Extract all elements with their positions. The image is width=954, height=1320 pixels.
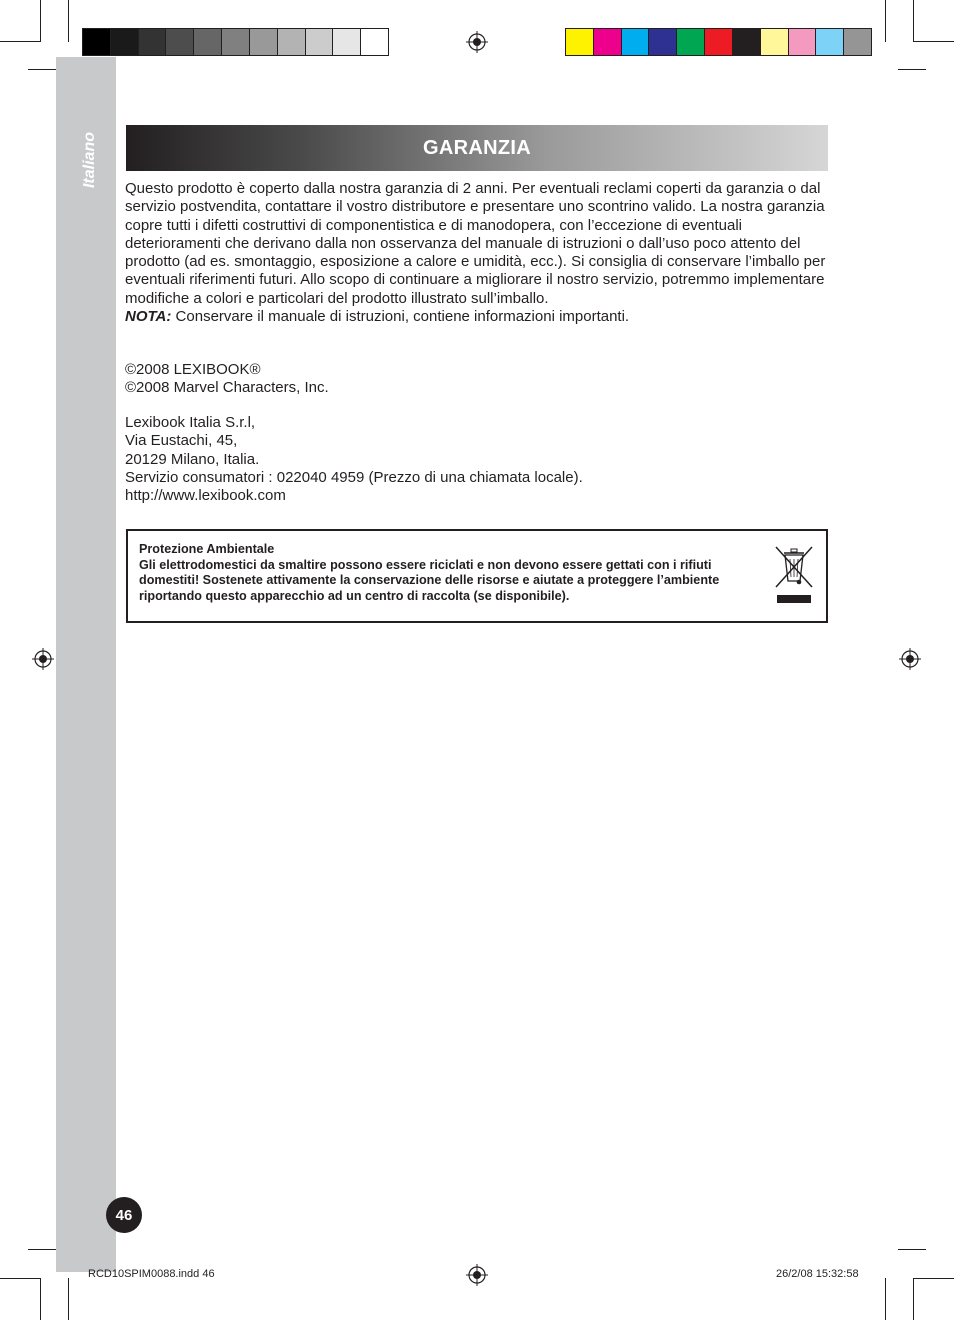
crop-mark <box>28 69 56 70</box>
nota-label: NOTA: <box>125 308 172 326</box>
gray-swatch <box>333 29 361 55</box>
crop-mark <box>914 1278 954 1279</box>
color-swatch <box>622 29 650 55</box>
color-swatch <box>733 29 761 55</box>
address-street: Via Eustachi, 45, <box>125 432 238 450</box>
registration-mark-icon <box>466 31 488 53</box>
address-company: Lexibook Italia S.r.l, <box>125 414 256 431</box>
customer-service-line: Servizio consumatori : 022040 4959 (Prezzo di una chiamata locale). <box>125 468 583 486</box>
nota-line <box>125 308 831 326</box>
crossed-out-wheelie-bin-icon <box>773 545 815 607</box>
gray-swatch <box>278 29 306 55</box>
section-header <box>126 125 828 171</box>
color-calibration-bar <box>565 28 872 56</box>
registration-mark-icon <box>32 648 54 670</box>
print-slug-filename: RCD10SPIM0088.indd 46 <box>88 1268 215 1280</box>
nota-text: Conservare il manuale di istruzioni, contiene informazioni importanti. <box>171 308 630 326</box>
crop-mark <box>914 41 954 42</box>
gray-swatch <box>306 29 334 55</box>
print-slug-datetime: 26/2/08 15:32:58 <box>776 1268 859 1280</box>
crop-mark <box>0 1278 40 1279</box>
language-side-strip <box>56 57 116 1272</box>
warranty-text <box>125 180 831 326</box>
gray-swatch <box>194 29 222 55</box>
color-swatch <box>566 29 594 55</box>
gray-swatch <box>139 29 167 55</box>
registration-mark-icon <box>466 1264 488 1286</box>
registration-mark-icon <box>899 648 921 670</box>
crop-mark <box>885 0 886 42</box>
gray-swatch <box>250 29 278 55</box>
crop-mark <box>68 0 69 42</box>
color-swatch <box>816 29 844 55</box>
crop-mark <box>28 1249 56 1250</box>
color-swatch <box>705 29 733 55</box>
crop-mark <box>913 0 914 42</box>
crop-mark <box>913 1278 914 1320</box>
crop-mark <box>898 69 926 70</box>
address-city: 20129 Milano, Italia. <box>125 450 260 468</box>
crop-mark <box>40 0 41 42</box>
warranty-paragraph: Questo prodotto è coperto dalla nostra garanzia di 2 anni. Per eventuali reclami coperti da garanzia o dal servizio postvendita, contattare il vostro distributore e presentare uno scontrino valido. La nostra garanzia copre tutti i difetti costruttivi di componentistica e di manodopera, con l’eccezione di eventuali deterioramenti che derivano dalla non osservanza del manuale di istruzioni o dall’uso poco attento del prodotto (ad es. smontaggio, esposizione a calore e umidità, ecc.). Si consiglia di conservare l’imballo per eventuali riferimenti futuri. Allo scopo di continuare a migliorare il nostro servizio, potremmo implementare modifiche a colori e particolari del prodotto illustrato sull’imballo. <box>125 180 826 307</box>
gray-swatch <box>111 29 139 55</box>
section-title: GARANZIA <box>423 136 531 159</box>
copyright-line: ©2008 Marvel Characters, Inc. <box>125 379 329 397</box>
color-swatch <box>844 29 871 55</box>
color-swatch <box>594 29 622 55</box>
environment-notice-box <box>126 529 828 623</box>
language-label: Italiano <box>81 131 98 189</box>
copyright-block <box>125 361 329 398</box>
gray-swatch <box>361 29 388 55</box>
gray-swatch <box>83 29 111 55</box>
page-number-badge <box>106 1197 142 1233</box>
website-link[interactable]: http://www.lexibook.com <box>125 487 286 505</box>
environment-notice-body: Gli elettrodomestici da smaltire possono essere riciclati e non devono essere gettati con i rifiuti domestiti! Sostenete attivamente la conservazione delle risorse e aiutate a proteggere l’ambiente riportando questo apparecchio ad un centro di raccolta (se disponibile). <box>139 557 720 603</box>
gray-swatch <box>222 29 250 55</box>
crop-mark <box>898 1249 926 1250</box>
page-number: 46 <box>115 1206 133 1224</box>
color-swatch <box>761 29 789 55</box>
crop-mark <box>0 41 40 42</box>
color-swatch <box>677 29 705 55</box>
environment-notice-text <box>139 542 769 604</box>
copyright-line: ©2008 LEXIBOOK® <box>125 361 261 378</box>
environment-notice-title: Protezione Ambientale <box>139 542 275 556</box>
crop-mark <box>68 1278 69 1320</box>
color-swatch <box>649 29 677 55</box>
address-block <box>125 414 583 505</box>
crop-mark <box>885 1278 886 1320</box>
gray-swatch <box>166 29 194 55</box>
color-swatch <box>789 29 817 55</box>
grayscale-calibration-bar <box>82 28 389 56</box>
crop-mark <box>40 1278 41 1320</box>
